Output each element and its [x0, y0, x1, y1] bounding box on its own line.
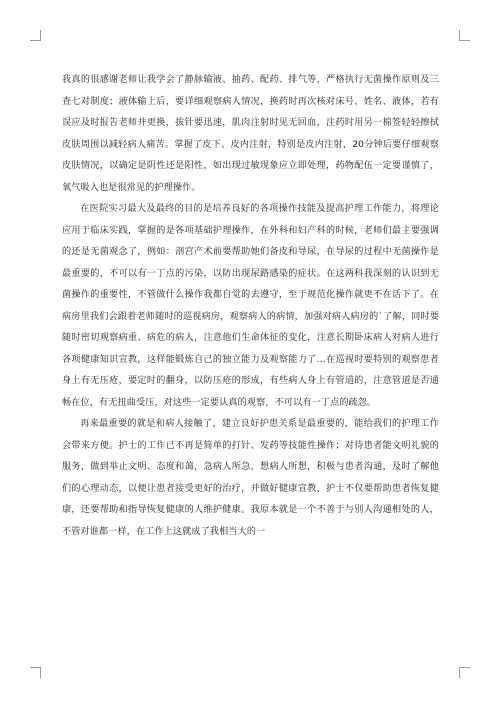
crop-mark-bottom-right — [459, 667, 470, 678]
paragraph-1: 我真的很感谢老师让我学会了静脉输液、抽药、配药、排气等，严格执行无菌操作原则及三查七对制度；液体输上后，要详细观察病人情况，换药时再次核对床号、姓名、液体，若有误应及时报告老师并更换，拔针要迅速，肌肉注射时见无回血，注药时用另一棉签轻轻擦拭皮肤周围以减轻病人痛苦。掌握了皮下、皮内注射，特别是皮内注射，20分钟后要仔细观察皮肤情况，以确定是阴性还是阳性，如出现过敏现象应立即处理，药物配伍一定要谨慎了，氧气吸入也是很常见的护理操作。 — [62, 75, 439, 193]
paragraph-3: 再来最重要的就是和病人接触了，建立良好护患关系是最重要的，能给我们的护理工作会带来方便。护士的工作已不再是简单的打针、发药等技能性操作；对待患者能文明礼貌的服务，做到举止文明、态度和蔼，急病人所急，想病人所想，积极与患者沟通，及时了解他们的心理动态，以便让患者接受更好的治疗，并做好健康宣教，护士不仅要帮助患者恢复健康，还要帮助和指导恢复健康的人维护健康。我原本就是一个不善于与别人沟通相处的人，不管对谁都一样，在工作上这就成了我相当大的一 — [62, 419, 439, 537]
crop-mark-top-right — [459, 30, 470, 41]
paragraph-2: 在医院实习最大及最终的目的是培养良好的各项操作技能及提高护理工作能力，将理论应用于临床实践，掌握的是各项基础护理操作，在外科和妇产科的时候，老师们最主要强调的还是无菌观念了，例如：剖宫产术前要帮助她们备皮和导尿，在导尿的过程中无菌操作是最重要的，不可以有一丁点的污染，以防出现尿路感染的症状。在这两科我深刻的认识到无菌操作的重要性，不管做什么操作我都自觉的去遵守，至于规范化操作就更不在话下了。在病房里我们会跟着老师随时的巡视病房，观察病人的病情，加强对病人病房的`了解，同时要随时密切观察病重、病危的病人，注意他们生命体征的变化，注意长期卧床病人对病人进行各项健康知识宣教，这样能锻炼自己的独立能力及观察能力了…在巡视时要特别的观察患者身上有无压疮，要定时的翻身，以防压疮的形成，有些病人身上有管道的，注意管道是否通畅在位，有无扭曲受压，对这些一定要认真的观察，不可以有一丁点的疏忽。 — [62, 204, 439, 408]
crop-mark-bottom-left — [30, 667, 41, 678]
crop-mark-top-left — [30, 30, 41, 41]
body-text — [62, 70, 439, 543]
